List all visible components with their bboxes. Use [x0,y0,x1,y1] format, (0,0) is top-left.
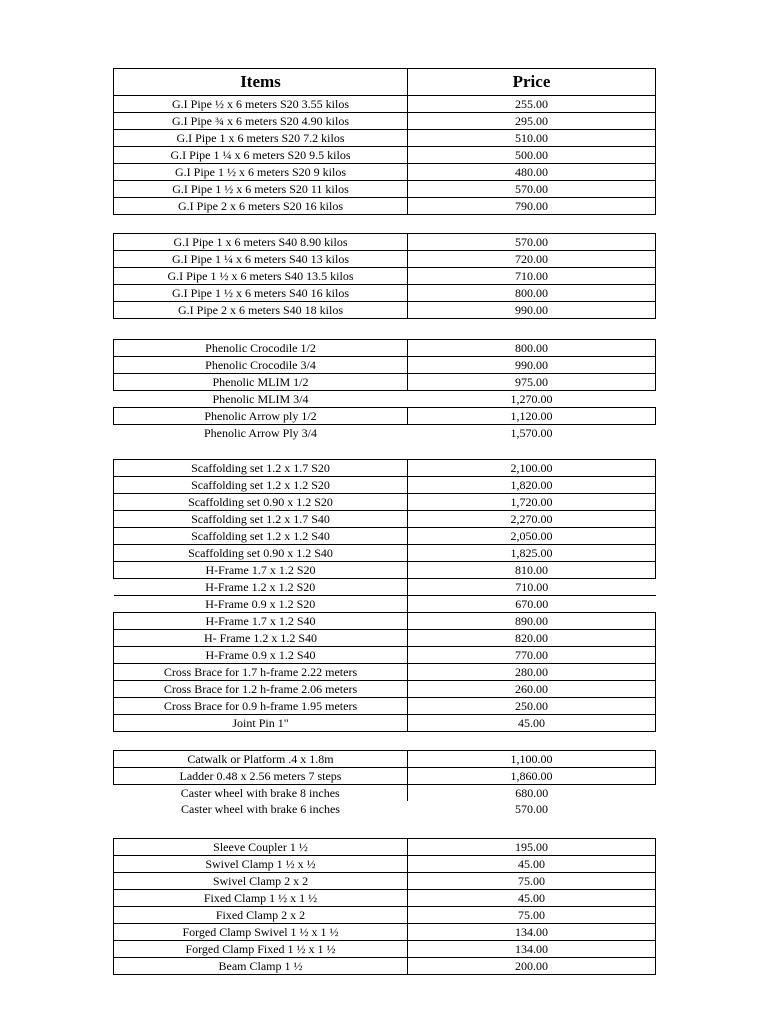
price-cell: 770.00 [408,647,656,664]
price-cell: 800.00 [408,285,656,302]
table-row [114,511,656,528]
price-cell: 1,720.00 [408,494,656,511]
table-row [114,302,656,319]
price-cell: 800.00 [408,340,656,357]
price-cell: 820.00 [408,630,656,647]
table-row [114,785,656,802]
table-row [114,924,656,941]
price-cell: 510.00 [408,130,656,147]
table-row [114,340,656,357]
price-table-phenolic [113,339,656,441]
item-cell: Fixed Clamp 2 x 2 [114,907,408,924]
price-cell: 500.00 [408,147,656,164]
item-cell: Scaffolding set 1.2 x 1.2 S40 [114,528,408,545]
item-cell: G.I Pipe 2 x 6 meters S40 18 kilos [114,302,408,319]
item-cell: Scaffolding set 0.90 x 1.2 S20 [114,494,408,511]
table-row [114,357,656,374]
table-row [114,890,656,907]
table-row [114,545,656,562]
price-cell: 250.00 [408,698,656,715]
item-cell: G.I Pipe 1 ½ x 6 meters S40 13.5 kilos [114,268,408,285]
table-row [114,630,656,647]
item-cell: Catwalk or Platform .4 x 1.8m [114,751,408,768]
item-cell: G.I Pipe 1 ½ x 6 meters S20 9 kilos [114,164,408,181]
table-row [114,715,656,732]
item-cell: Joint Pin 1" [114,715,408,732]
item-cell: Cross Brace for 0.9 h-frame 1.95 meters [114,698,408,715]
table-row [114,562,656,579]
item-cell: Scaffolding set 0.90 x 1.2 S40 [114,545,408,562]
table-row [114,681,656,698]
price-cell: 710.00 [408,268,656,285]
price-cell: 570.00 [515,802,548,816]
item-cell: H- Frame 1.2 x 1.2 S40 [114,630,408,647]
price-cell: 2,100.00 [408,460,656,477]
item-cell: Phenolic Arrow Ply 3/4 [114,425,408,442]
items-header: Items [114,69,408,96]
item-cell: G.I Pipe 1 ¼ x 6 meters S40 13 kilos [114,251,408,268]
item-cell: Phenolic Arrow ply 1/2 [114,408,408,425]
price-table-clamps [113,838,656,975]
price-cell: 45.00 [408,715,656,732]
price-cell: 255.00 [408,96,656,113]
price-cell: 480.00 [408,164,656,181]
table-row [114,856,656,873]
price-cell: 195.00 [408,839,656,856]
item-cell: H-Frame 0.9 x 1.2 S40 [114,647,408,664]
price-cell: 200.00 [408,958,656,975]
table-row [114,941,656,958]
table-row [114,596,656,613]
item-cell: Scaffolding set 1.2 x 1.7 S20 [114,460,408,477]
item-cell: G.I Pipe 1 ¼ x 6 meters S20 9.5 kilos [114,147,408,164]
item-cell: G.I Pipe 2 x 6 meters S20 16 kilos [114,198,408,215]
price-cell: 280.00 [408,664,656,681]
item-cell: Phenolic Crocodile 3/4 [114,357,408,374]
table-row [114,477,656,494]
price-cell: 1,100.00 [408,751,656,768]
price-cell: 1,570.00 [408,425,656,442]
table-row [114,391,656,408]
table-row [114,528,656,545]
price-cell: 975.00 [408,374,656,391]
price-cell: 134.00 [408,941,656,958]
table-row [114,613,656,630]
table-row [114,801,656,817]
item-cell: G.I Pipe 1 x 6 meters S40 8.90 kilos [114,234,408,251]
price-table-pipes-s40 [113,233,656,319]
price-header: Price [408,69,656,96]
price-cell: 2,050.00 [408,528,656,545]
table-row [114,164,656,181]
table-row [114,130,656,147]
item-cell: Phenolic MLIM 3/4 [114,391,408,408]
item-cell: Forged Clamp Swivel 1 ½ x 1 ½ [114,924,408,941]
table-row [114,198,656,215]
table-row [114,647,656,664]
price-cell: 1,825.00 [408,545,656,562]
price-cell: 1,820.00 [408,477,656,494]
table-row [114,460,656,477]
table-row [114,268,656,285]
table-row [114,751,656,768]
price-cell: 810.00 [408,562,656,579]
price-cell: 790.00 [408,198,656,215]
table-row [114,285,656,302]
price-cell: 890.00 [408,613,656,630]
table-row [114,234,656,251]
item-cell: Scaffolding set 1.2 x 1.2 S20 [114,477,408,494]
table-row [114,698,656,715]
price-table-scaffolding [113,459,656,732]
item-cell: Ladder 0.48 x 2.56 meters 7 steps [114,768,408,785]
item-cell: Cross Brace for 1.7 h-frame 2.22 meters [114,664,408,681]
price-cell: 990.00 [408,302,656,319]
item-cell: H-Frame 0.9 x 1.2 S20 [114,596,408,613]
item-cell: H-Frame 1.2 x 1.2 S20 [114,579,408,596]
item-cell: G.I Pipe 1 ½ x 6 meters S20 11 kilos [114,181,408,198]
price-cell: 670.00 [408,596,656,613]
table-row [114,251,656,268]
price-cell: 990.00 [408,357,656,374]
table-row [114,96,656,113]
price-cell: 134.00 [408,924,656,941]
table-row [114,958,656,975]
item-cell: Phenolic Crocodile 1/2 [114,340,408,357]
price-cell: 570.00 [408,234,656,251]
item-cell: Swivel Clamp 2 x 2 [114,873,408,890]
price-cell: 720.00 [408,251,656,268]
table-row [114,768,656,785]
item-cell: Beam Clamp 1 ½ [114,958,408,975]
item-cell: Swivel Clamp 1 ½ x ½ [114,856,408,873]
price-cell: 260.00 [408,681,656,698]
table-row [114,147,656,164]
table-row [114,113,656,130]
table-row [114,873,656,890]
item-cell: H-Frame 1.7 x 1.2 S20 [114,562,408,579]
item-cell: G.I Pipe 1 ½ x 6 meters S40 16 kilos [114,285,408,302]
table-row [114,425,656,442]
price-cell: 570.00 [408,181,656,198]
item-cell: Fixed Clamp 1 ½ x 1 ½ [114,890,408,907]
table-row [114,181,656,198]
price-cell: 45.00 [408,856,656,873]
price-cell: 1,120.00 [408,408,656,425]
table-row [114,664,656,681]
price-cell: 710.00 [408,579,656,596]
table-row [114,408,656,425]
table-row [114,839,656,856]
table-row [114,579,656,596]
price-table-accessories [113,750,656,817]
item-cell: Cross Brace for 1.2 h-frame 2.06 meters [114,681,408,698]
price-cell: 75.00 [408,907,656,924]
price-cell: 680.00 [408,785,656,802]
item-cell: Caster wheel with brake 6 inches [181,802,340,816]
price-cell: 295.00 [408,113,656,130]
item-cell: Scaffolding set 1.2 x 1.7 S40 [114,511,408,528]
item-cell: Forged Clamp Fixed 1 ½ x 1 ½ [114,941,408,958]
price-cell: 1,270.00 [408,391,656,408]
item-cell: G.I Pipe ¾ x 6 meters S20 4.90 kilos [114,113,408,130]
item-cell: Caster wheel with brake 8 inches [114,785,408,802]
price-table-pipes-s20 [113,68,656,215]
table-row [114,494,656,511]
table-row [114,907,656,924]
price-cell: 2,270.00 [408,511,656,528]
price-cell: 1,860.00 [408,768,656,785]
item-cell: Phenolic MLIM 1/2 [114,374,408,391]
table-header-row [114,69,656,96]
item-cell: Sleeve Coupler 1 ½ [114,839,408,856]
price-cell: 75.00 [408,873,656,890]
item-cell: H-Frame 1.7 x 1.2 S40 [114,613,408,630]
item-cell: G.I Pipe ½ x 6 meters S20 3.55 kilos [114,96,408,113]
table-row [114,374,656,391]
price-cell: 45.00 [408,890,656,907]
item-cell: G.I Pipe 1 x 6 meters S20 7.2 kilos [114,130,408,147]
